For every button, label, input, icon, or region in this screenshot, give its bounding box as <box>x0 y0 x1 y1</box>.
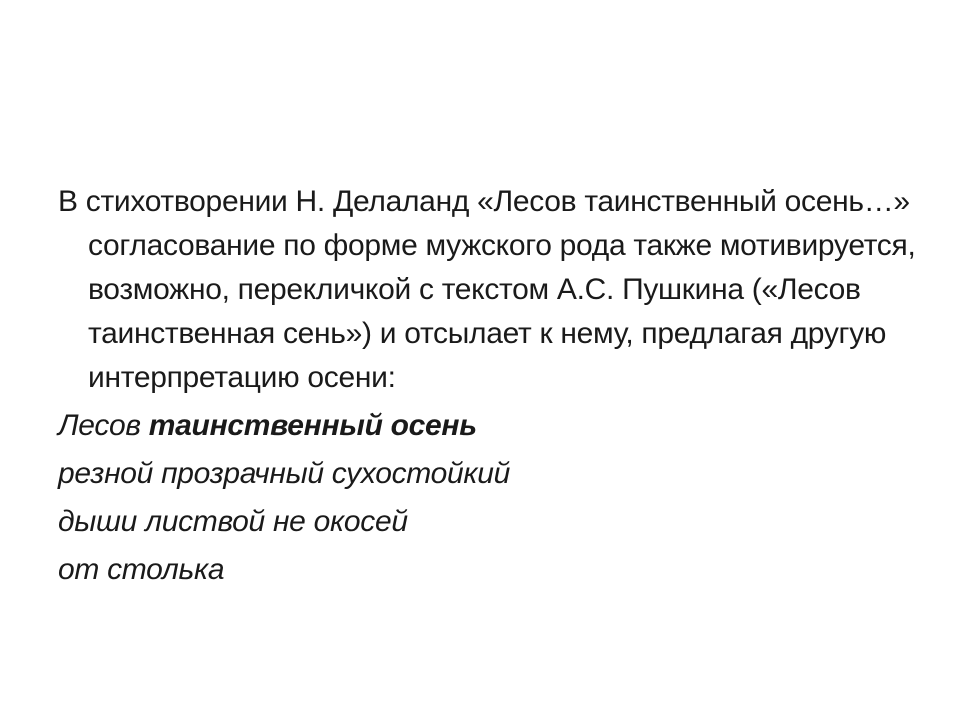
poem-line-2: резной прозрачный сухостойкий <box>58 457 511 490</box>
poem-line-1 <box>58 402 898 450</box>
poem-line-3: дыши листвой не окосей <box>58 505 408 538</box>
intro-paragraph: В стихотворении Н. Делаланд «Лесов таинственный осень…» согласование по форме мужского рода также мотивируется, возможно, перекличкой с текстом А.С. Пушкина («Лесов таинственная сень») и отсылает к нему, предлагая другую интерпретацию осени: <box>58 185 916 394</box>
poem-quote <box>58 402 898 594</box>
poem-line-4: от столька <box>58 553 225 586</box>
poem-line-1-plain: Лесов <box>58 409 149 442</box>
poem-line-1-bold: таинственный осень <box>148 409 477 442</box>
